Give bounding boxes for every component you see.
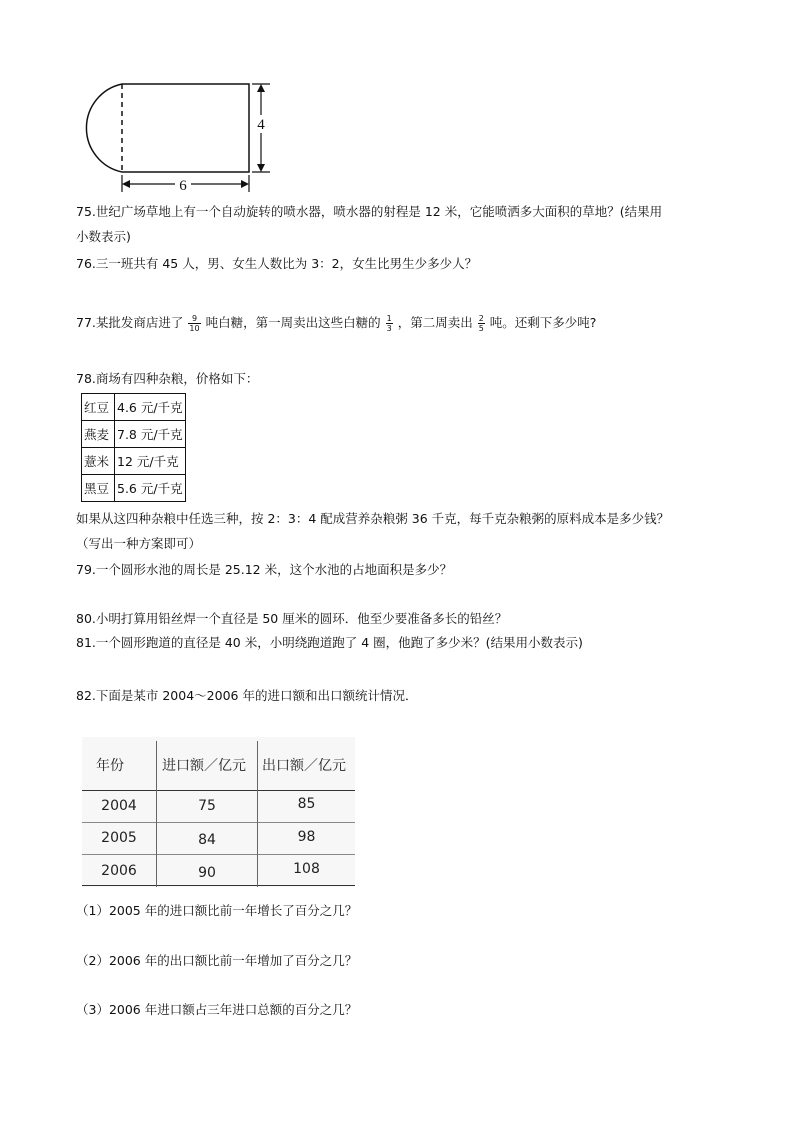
grain-name: 薏米 — [82, 448, 115, 475]
cell-import: 90 — [198, 865, 216, 881]
cell-export: 85 — [297, 796, 316, 812]
header-import: 进口额／亿元 — [162, 758, 246, 774]
fraction-9-10: $\frac{9}{10}$ — [189, 314, 200, 333]
question-78-intro: 78.商场有四种杂粮，价格如下： — [76, 371, 259, 386]
table-row — [82, 394, 186, 421]
grain-price: 5.6 元/千克 — [115, 475, 186, 502]
cell-year: 2005 — [101, 830, 137, 846]
header-export: 出口额／亿元 — [262, 758, 346, 774]
question-82-sub3: （3）2006 年进口额占三年进口总额的百分之几？ — [76, 1002, 358, 1017]
question-79: 79.一个圆形水池的周长是 25.12 米，这个水池的占地面积是多少？ — [76, 562, 453, 577]
cell-import: 84 — [198, 832, 216, 848]
table-row — [82, 421, 186, 448]
cell-year: 2006 — [101, 863, 137, 879]
header-year: 年份 — [96, 758, 124, 774]
grain-price-table — [81, 393, 186, 502]
question-75: 75.世纪广场草地上有一个自动旋转的喷水器，喷水器的射程是 12 米，它能喷洒多大面积的草地？(结果用 — [76, 204, 663, 219]
grain-name: 红豆 — [82, 394, 115, 421]
grain-name: 黑豆 — [82, 475, 115, 502]
question-77: 77.某批发商店进了 $\frac{9}{10}$ 吨白糖，第一周卖出这些白糖的 $\frac{1}{3}$ ，第二周卖出 $\frac{2}{5}$ 吨。还剩下多少吨? — [76, 314, 597, 333]
question-78-note: （写出一种方案即可） — [76, 536, 202, 551]
fraction-2-5: $\frac{2}{5}$ — [478, 314, 484, 333]
grain-name: 燕麦 — [82, 421, 115, 448]
question-82-intro: 82.下面是某市 2004～2006 年的进口额和出口额统计情况． — [76, 688, 418, 703]
cell-export: 108 — [293, 861, 320, 877]
question-76: 76.三一班共有 45 人，男、女生人数比为 3：2，女生比男生少多少人？ — [76, 256, 478, 271]
question-82-sub1: （1）2005 年的进口额比前一年增长了百分之几？ — [76, 903, 358, 918]
table-row — [82, 475, 186, 502]
question-81: 81.一个圆形跑道的直径是 40 米，小明绕跑道跑了 4 圈，他跑了多少米？(结果用小数表示) — [76, 635, 583, 650]
fraction-1-3: $\frac{1}{3}$ — [386, 314, 392, 333]
table-row — [82, 448, 186, 475]
height-label: 4 — [257, 117, 265, 133]
question-75-continuation: 小数表示) — [76, 229, 131, 244]
semicircle-outline — [86, 84, 122, 172]
width-label: 6 — [179, 178, 187, 194]
composite-shape-figure — [74, 76, 274, 198]
rectangle-outline — [122, 84, 249, 172]
cell-export: 98 — [297, 829, 316, 845]
import-export-table — [82, 737, 355, 887]
question-80: 80.小明打算用铅丝焊一个直径是 50 厘米的圆环．他至少要准备多长的铅丝？ — [76, 611, 508, 626]
grain-price: 4.6 元/千克 — [115, 394, 186, 421]
cell-import: 75 — [198, 798, 216, 814]
grain-price: 12 元/千克 — [115, 448, 186, 475]
grain-price: 7.8 元/千克 — [115, 421, 186, 448]
cell-year: 2004 — [101, 798, 137, 814]
question-82-sub2: （2）2006 年的出口额比前一年增加了百分之几？ — [76, 953, 358, 968]
question-78-body: 如果从这四种杂粮中任选三种，按 2：3：4 配成营养杂粮粥 36 千克，每千克杂粮粥的原料成本是多少钱？ — [76, 511, 670, 526]
